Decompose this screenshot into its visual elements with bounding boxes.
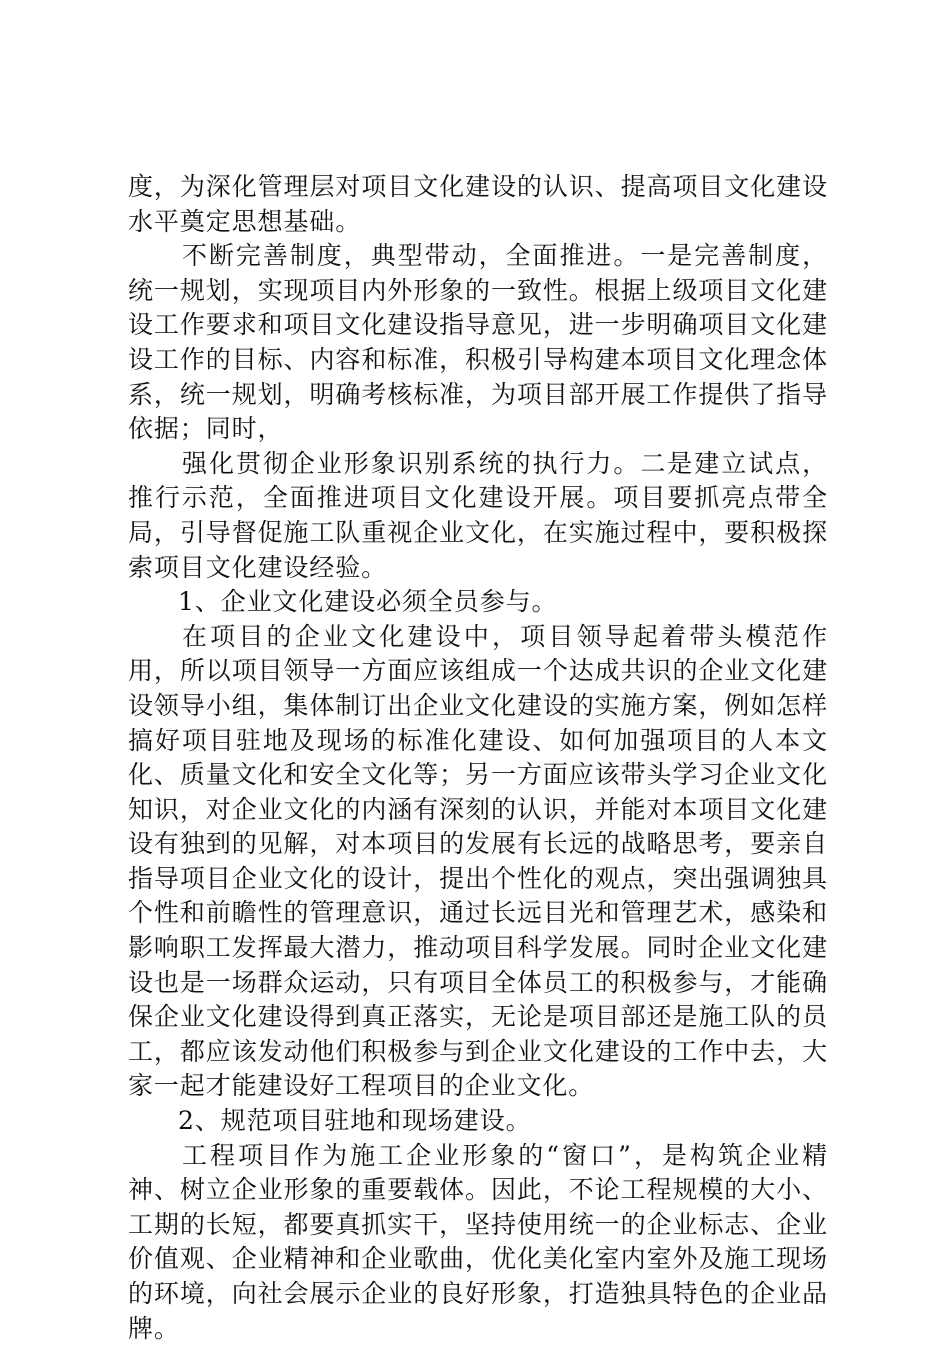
document-body: [128, 170, 828, 1346]
paragraph-site-construction: 工程项目作为施工企业形象的“窗口”，是构筑企业精神、树立企业形象的重要载体。因此，不论工程规模的大小、工期的长短，都要真抓实干，坚持使用统一的企业标志、企业价值观、企业精神和企业歌曲，优化美化室内室外及施工现场的环境，向社会展示企业的良好形象，打造独具特色的企业品牌。: [128, 1140, 828, 1343]
paragraph-system-improvement: 不断完善制度，典型带动，全面推进。一是完善制度，统一规划，实现项目内外形象的一致性。根据上级项目文化建设工作要求和项目文化建设指导意见，进一步明确项目文化建设工作的目标、内容和标准，积极引导构建本项目文化理念体系，统一规划，明确考核标准，为项目部开展工作提供了指导依据；同时，: [128, 241, 828, 444]
section-heading-1: 1、企业文化建设必须全员参与。: [178, 587, 558, 617]
paragraph-full-participation: 在项目的企业文化建设中，项目领导起着带头模范作用，所以项目领导一方面应该组成一个达成共识的企业文化建设领导小组，集体制订出企业文化建设的实施方案，例如怎样搞好项目驻地及现场的标准化建设、如何加强项目的人本文化、质量文化和安全文化等；另一方面应该带头学习企业文化知识，对企业文化的内涵有深刻的认识，并能对本项目文化建设有独到的见解，对本项目的发展有长远的战略思考，要亲自指导项目企业文化的设计，提出个性化的观点，突出强调独具个性和前瞻性的管理意识，通过长远目光和管理艺术，感染和影响职工发挥最大潜力，推动项目科学发展。同时企业文化建设也是一场群众运动，只有项目全体员工的积极参与，才能确保企业文化建设得到真正落实，无论是项目部还是施工队的员工，都应该发动他们积极参与到企业文化建设的工作中去，大家一起才能建设好工程项目的企业文化。: [128, 621, 828, 1101]
paragraph-continuation: 度，为深化管理层对项目文化建设的认识、提高项目文化建设水平奠定思想基础。: [128, 172, 828, 236]
paragraph-execution: 强化贯彻企业形象识别系统的执行力。二是建立试点，推行示范，全面推进项目文化建设开展。项目要抓亮点带全局，引导督促施工队重视企业文化，在实施过程中，要积极探索项目文化建设经验。: [128, 448, 828, 582]
section-heading-2: 2、规范项目驻地和现场建设。: [178, 1106, 532, 1136]
